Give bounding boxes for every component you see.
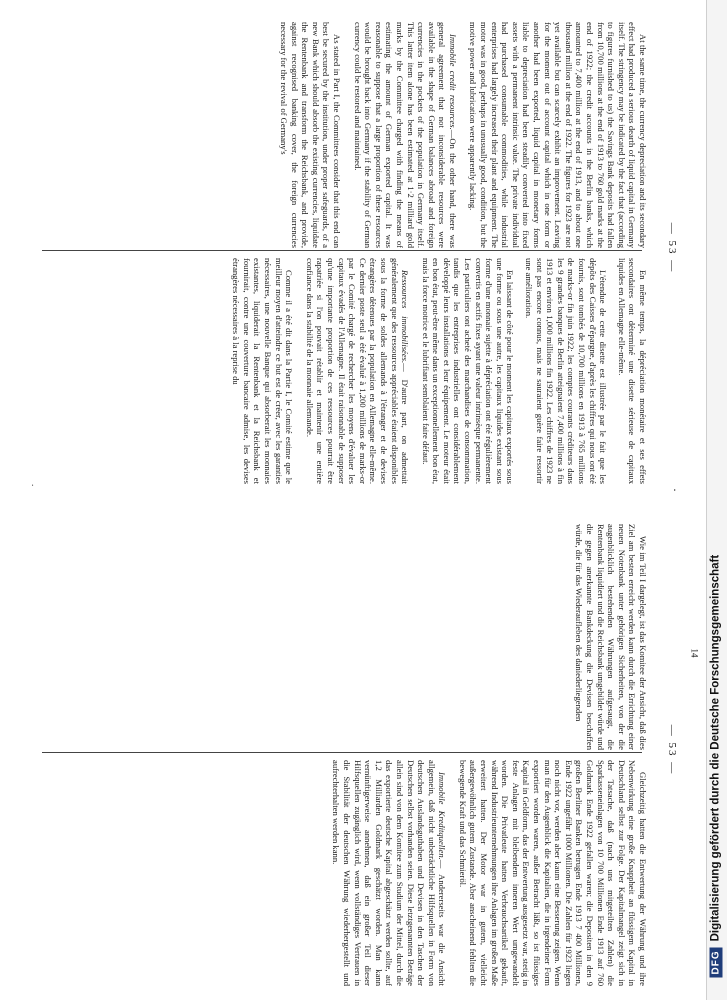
credit-text: Digitalisierung gefördert durch die Deutsche Forschungsgemeinschaft <box>709 554 722 942</box>
page-german <box>10 510 700 990</box>
paragraph: En même temps, la dépréciation monétaire et ses effets secondaires ont déterminé une disette sérieuse de capitaux liquides en Allemagne elle-même. <box>616 258 648 484</box>
column-german-continued <box>566 524 648 750</box>
credit-strip <box>706 0 727 1000</box>
paragraph: At the same time, the currency depreciation and its secondary effect had produced a serious dearth of liquid capital in Germany itself. The stringency may be indicated by the fact that (according to figures furnished to us) the Savings Bank deposits had fallen from 10,700 millions at the end of 1913 to 760 gold marks at the end of 1922; the credit accounts in the Berlin banks, which amounted to 7,400 million at the end of 1913, and to about one thousand million at the end of 1922. The figures for 1923 are not yet available but can scarcely exhibit an improvement. Leaving for the moment out of account capital which in one form or another had been exported, liquid capital in monetary forms liable to depreciation had been steadily converted into fixed assets with a permanent intrinsic value. The private individual had purchased consumable commodities, while industrial enterprises had largely increased their plant and equipment. The motor was in good, perhaps in unusually good, condition, but the motive power and lubrication were apparently lacking. <box>468 22 648 248</box>
dfg-logo-icon: DFG <box>710 947 723 977</box>
page-english-french <box>10 8 700 488</box>
paragraph: Immobile Kreditquellen.— Andererseits war die Ansicht allgemein, daß nicht unbeträchtliche Hilfsquellen in Form von deutschen Auslandsguthaben und Devisen in den Taschen der Deutschen selbst vorhanden seien. Diese letztgenannten Beträge allein sind von dem Komitee zum Studium der Mittel, durch die das exportierte deutsche Kapital abgeschätzt werden sollte, auf 1,2 Milliarden Goldmark geschätzt worden. Man kann vernünftigerweise annehmen, daß ein großer Teil dieser Hilfsquellen zugänglich wird, wenn vollständiges Vertrauen in die Stabilität der deutschen Währung wiederhergestellt und aufrechterhalten werden kann. <box>331 760 448 986</box>
scan-number: 14 <box>689 648 700 658</box>
column-english <box>270 22 648 248</box>
paragraph: Comme il a été dit dans la Partie I, le Comité estime que le meilleur moyen d'atteindre ce but est de créer, avec les garanties nécessaires, une nouvelle Banque qui absorberait les monnaies existantes, liquiderait la Rentenbank et la Reichsbank et fournirait, contre une couverture bancaire admise, les devises étrangères nécessaires à la reprise du <box>231 258 295 484</box>
rotated-scan <box>10 0 700 1000</box>
section-heading: Ressources immobilisées. <box>400 270 411 364</box>
column-french <box>223 258 648 484</box>
page-number: — 53 — <box>666 222 678 274</box>
paragraph: L'étendue de cette disette est illustrée par le fait que les dépôts des Caisses d'épargne, d'après les chiffres qui nous ont été fournis, sont tombés de 10,700 millions en 1913 à 765 millions de marks-or fin juin 1922; les comptes courants créditeurs dans les 9 grandes banques de Berlin atteignaient 7,400 millions à fin 1913 et environ 1,000 millions fin 1922. Les chiffres de 1923 ne sont pas encore connus, mais ne sauraient guère faire ressortir une amélioration. <box>524 258 609 484</box>
paragraph: Gleichzeitig hatten die Entwertung der Währung und ihre Nebenwirkung eine große Knappheit an flüssigem Kapital in Deutschland selbst zur Folge. Der Kapitalmangel zeigt sich in der Tatsache, daß (nach uns mitgeteilten Zahlen) die Sparkasseneinlagen von 10 700 Millionen Ende 1913 auf 760 Goldmark Ende 1922 gefallen waren; die Depositen in den 9 großen Berliner Banken betrugen Ende 1913 7 400 Millionen, Ende 1922 ungefähr 1000 Millionen. Die Zahlen für 1923 liegen noch nicht vor, werden aber kaum eine Besserung zeigen. Wenn man für den Augenblick die Kapitalien, die in irgendeiner Form exportiert worden waren, außer Betracht läßt, so ist flüssiges Kapital in Geldform, das der Entwertung ausgesetzt war, stetig in feste Anlagen mit bleibendem inneren Wert umgewandelt worden. Die Privatleute hatten Verbrauchsartikel gekauft, während Industrieunternehmungen ihre Anlagen im großen Maße erweitert hatten. Der Motor war in gutem, vielleicht außergewöhnlich gutem Zustande. Aber anscheinend fehlten die bewegende Kraft und das Schmieröl. <box>457 760 648 986</box>
column-divider <box>42 752 642 753</box>
paragraph: As stated in Part I, the Committees consider that this end can best be secured by the institution, under proper safeguards, of a new Bank which should absorb the existing currencies, liquidate the Rentenbank and transform the Reichsbank, and provide, against recognised banking cover, the foreign currencies necessary for the revival of Germany's <box>279 22 342 248</box>
column-german <box>323 760 648 986</box>
paragraph: En laissant de côté pour le moment les capitaux exportés sous une forme ou sous une autre, les capitaux liquides existant sous forme d'une monnaie sujette à dépréciation ont été régulièrement convertis en actifs fixes ayant une valeur intrinsèque permanente. Les particuliers ont acheté des marchandises de consommation, tandis que les entreprises industrielles ont considérablement développé leurs installations et leur équipement. Le moteur était en bon état, peut-être même dans un exceptionnellement bon état, mais la force motrice et le lubrifiant semblaient faire défaut. <box>420 258 516 484</box>
section-heading: Immobile Kreditquellen. <box>437 772 448 860</box>
section-heading: Immobile credit resources. <box>447 34 458 130</box>
paragraph: Ressources immobilisées.— D'autre part, on admettait généralement que des ressources appréciables étaient disponibles sous la forme de soldes allemands à l'étranger et de devises étrangères détenues par la population en Allemagne elle-même. Ce dernier poste seul a été évalué à 1,200 millions de marks-or par le Comité chargé de rechercher les moyens d'évaluer les capitaux évadés de l'Allemagne. Il était raisonnable de supposer qu'une importante proportion de ces ressources pourrait être rapatriée si l'on pouvait rétablir et maintenir une entière confiance dans la stabilité de la monnaie allemande. <box>304 258 411 484</box>
margin-mark: · <box>668 488 682 492</box>
paragraph: Immobile credit resources.—On the other hand, there was general agreement that not inconsiderable resources were available in the shape of German balances abroad and foreign currencies in the pockets of the population in Germany itself. This latter item alone has been estimated at 1·2 milliard gold marks by the Committee charged with finding the means of estimating the amount of German exported capital. It was reasonable to suppose that a large proportion of these resources would be brought back into Germany if the stability of German currency could be restored and maintained. <box>352 22 458 248</box>
margin-mark: . <box>30 484 40 487</box>
column-divider <box>42 250 642 251</box>
credit-line <box>710 12 723 978</box>
page-number: — 53 — <box>666 724 678 776</box>
paragraph: Wie im Teil I dargelegt, ist das Komitee der Ansicht, daß dies Ziel am besten erreicht werden kann durch die Errichtung einer neuen Notenbank unter gehörigen Sicherheiten, von der die augenblicklich bestehenden Währungen aufgesaugt, die Rentenbank liquidiert und die Reichsbank umgebildet würde und die gegen anerkannte Bankdeckung die Devisen beschaffen würde, die für das Wiederaufleben des daniederliegenden <box>574 524 648 750</box>
